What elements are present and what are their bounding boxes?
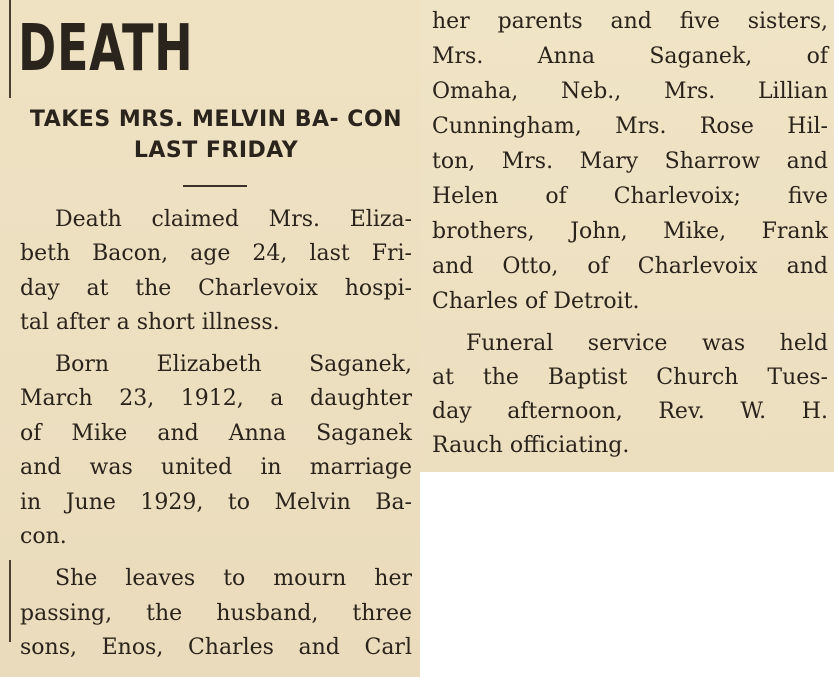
body-line: Funeral service was held [466,331,828,356]
body-line: Rauch officiating. [432,433,630,458]
body-line: Mrs. Anna Saganek, of [432,44,828,69]
body-line: sons, Enos, Charles and Carl [20,635,412,660]
body-line: at the Baptist Church Tues- [432,365,828,390]
body-line: day at the Charlevoix hospi- [20,276,412,301]
body-line: and Otto, of Charlevoix and [432,254,828,279]
body-line: of Mike and Anna Saganek [20,421,412,446]
body-line: beth Bacon, age 24, last Fri- [20,241,412,266]
body-line: her parents and five sisters, [432,9,828,34]
body-line: Charles of Detroit. [432,289,640,314]
body-line: ton, Mrs. Mary Sharrow and [432,149,828,174]
body-line: Born Elizabeth Saganek, [55,352,412,377]
body-line: passing, the husband, three [20,601,412,626]
clipping-right-column [420,0,834,472]
body-line: tal after a short illness. [20,310,280,335]
body-line: and was united in marriage [20,455,412,480]
body-line: March 23, 1912, a daughter [20,386,412,411]
body-line: brothers, John, Mike, Frank [432,219,828,244]
body-line: con. [20,524,67,549]
body-line: Death claimed Mrs. Eliza- [55,207,412,232]
column-rule-top [9,0,11,98]
body-line: Omaha, Neb., Mrs. Lillian [432,79,828,104]
separator-rule [183,185,247,187]
column-rule-bottom [9,560,11,642]
body-line: day afternoon, Rev. W. H. [432,399,828,424]
body-line: She leaves to mourn her [55,566,412,591]
subhead: TAKES MRS. MELVIN BA- CON LAST FRIDAY [29,107,403,163]
headline: DEATH [18,12,194,86]
body-line: Cunningham, Mrs. Rose Hil- [432,114,828,139]
body-line: Helen of Charlevoix; five [432,184,828,209]
body-line: in June 1929, to Melvin Ba- [20,490,412,515]
